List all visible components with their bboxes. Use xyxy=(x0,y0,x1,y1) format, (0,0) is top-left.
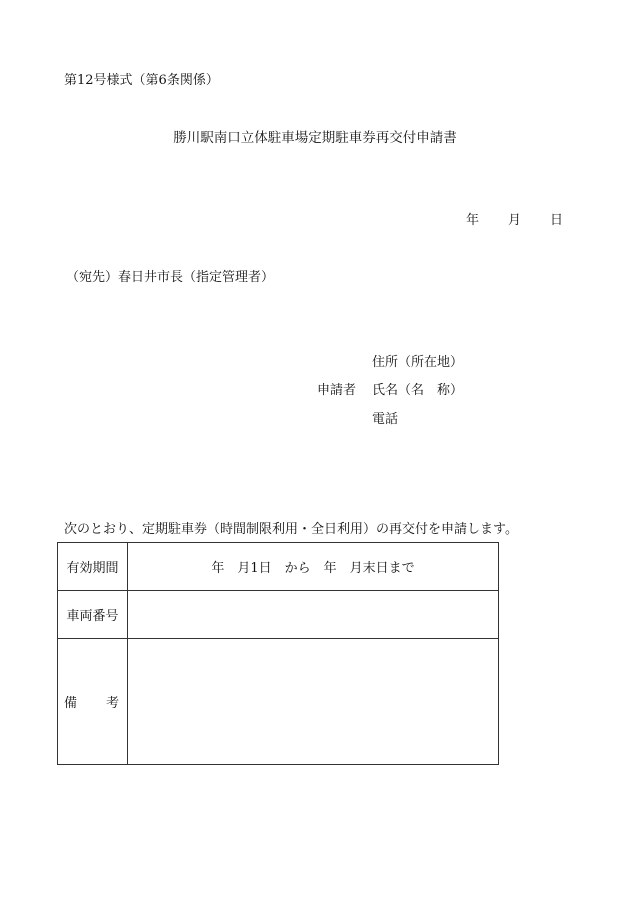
vehicle-number-label: 車両番号 xyxy=(58,591,128,639)
vehicle-number-field[interactable] xyxy=(128,591,499,639)
name-field-label[interactable]: 氏名（名 称） xyxy=(372,383,464,398)
table-row-vehicle xyxy=(58,591,499,639)
remarks-field[interactable] xyxy=(128,639,499,765)
addressee: （宛先）春日井市長（指定管理者） xyxy=(66,270,275,285)
table-row-remarks xyxy=(58,639,499,765)
date-line xyxy=(466,209,563,228)
document-title: 勝川駅南口立体駐車場定期駐車券再交付申請書 xyxy=(173,130,457,146)
phone-field-label[interactable]: 電話 xyxy=(372,412,399,427)
remarks-label xyxy=(58,639,128,765)
remarks-label-char-2: 考 xyxy=(105,696,119,711)
form-number: 第12号様式（第6条関係） xyxy=(64,73,219,88)
date-year[interactable]: 年 xyxy=(466,213,480,228)
remarks-label-char-1: 備 xyxy=(64,696,78,711)
period-label: 有効期間 xyxy=(58,543,128,591)
applicant-label: 申請者 xyxy=(317,383,357,398)
date-day[interactable]: 日 xyxy=(550,213,564,228)
date-month[interactable]: 月 xyxy=(508,213,522,228)
application-statement: 次のとおり、定期駐車券（時間制限利用・全日利用）の再交付を申請します。 xyxy=(64,522,518,537)
table-row-period xyxy=(58,543,499,591)
address-field-label[interactable]: 住所（所在地） xyxy=(372,355,464,370)
period-value[interactable]: 年 月1日 から 年 月末日まで xyxy=(128,543,499,591)
application-table xyxy=(57,542,499,765)
